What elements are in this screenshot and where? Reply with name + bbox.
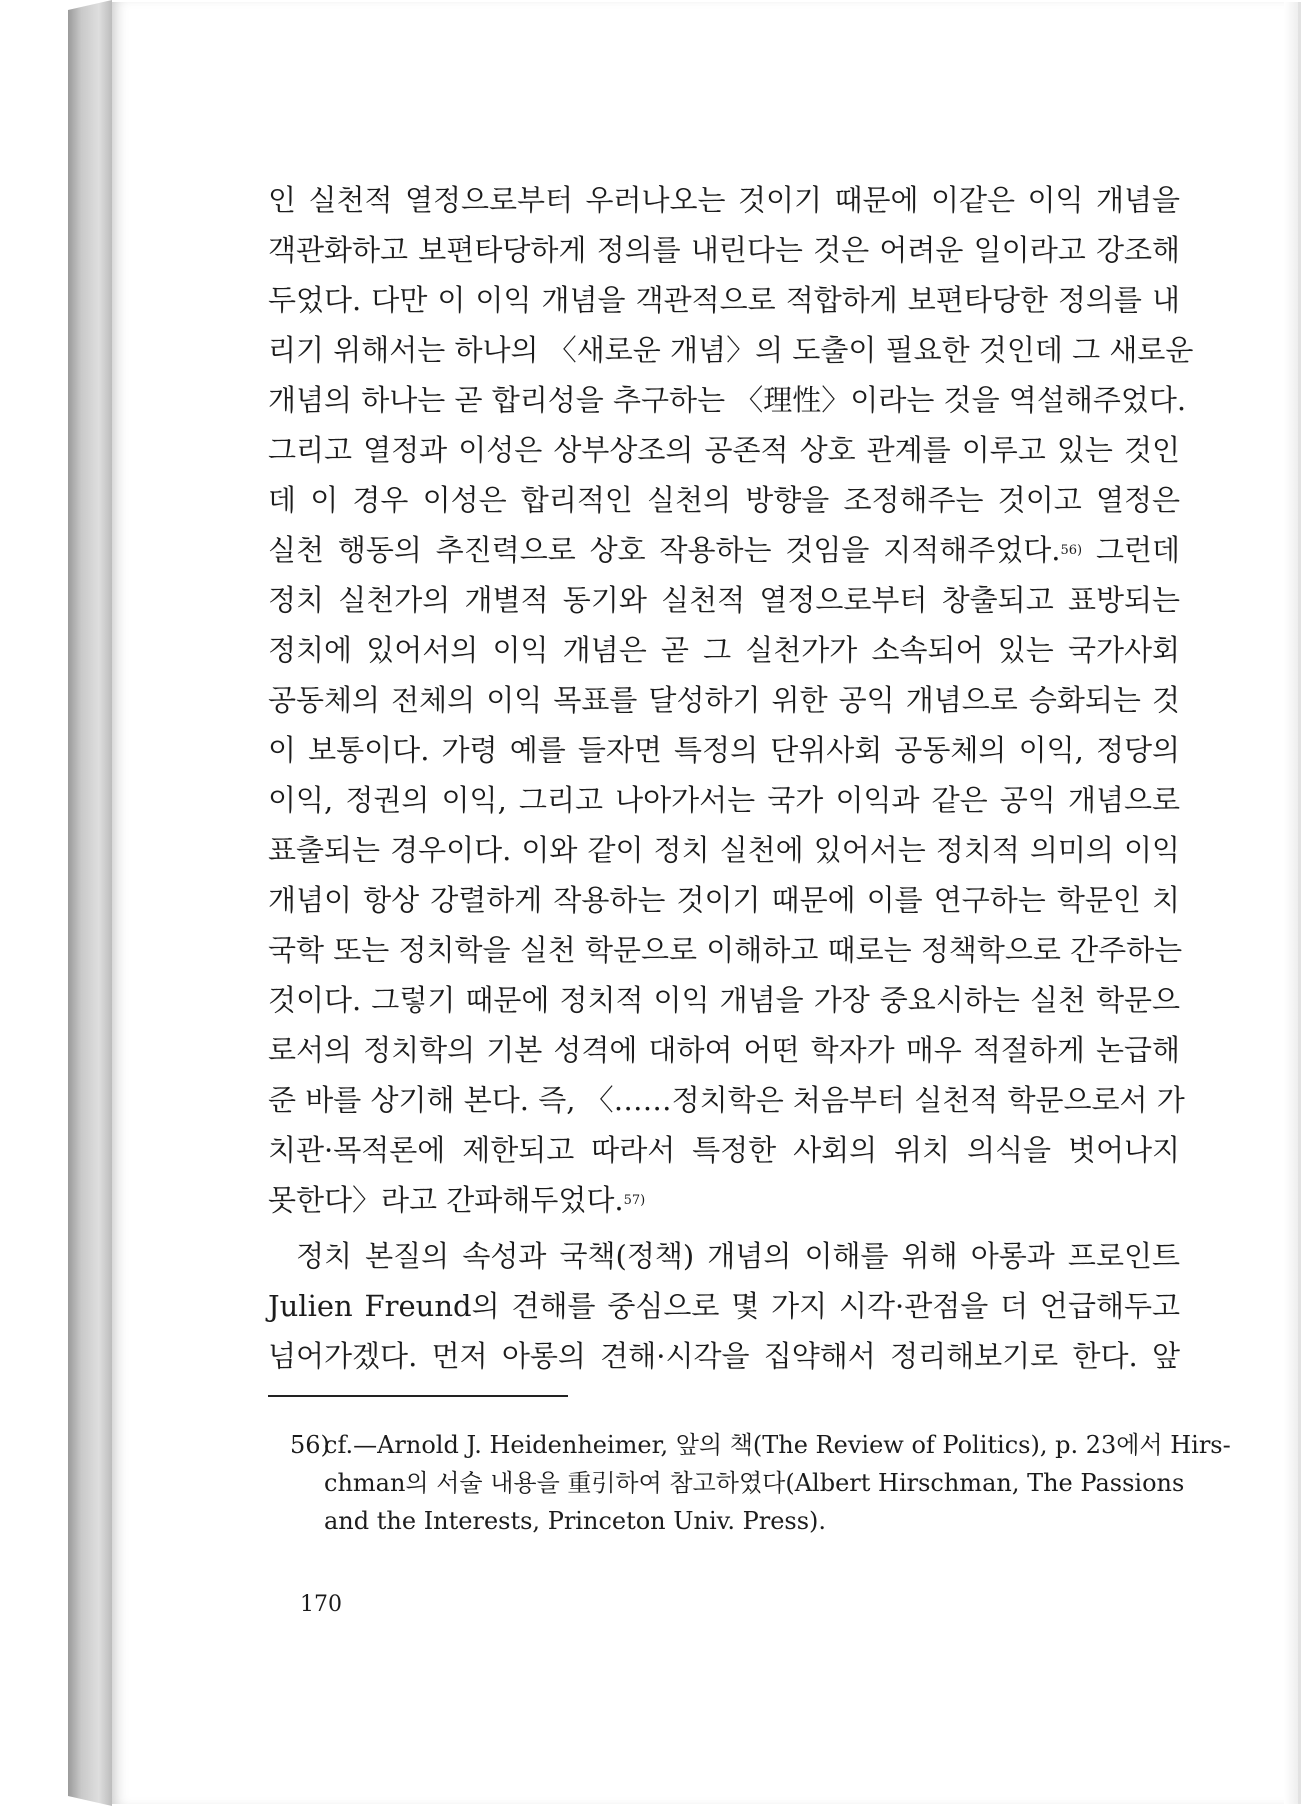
footnote-line: and the Interests, Princeton Univ. Press). bbox=[324, 1507, 827, 1535]
page-edge bbox=[1284, 2, 1298, 1804]
body-line: 인 실천적 열정으로부터 우러나오는 것이기 때문에 이같은 이익 개념을 bbox=[268, 183, 1180, 217]
body-line: 표출되는 경우이다. 이와 같이 정치 실천에 있어서는 정치적 의미의 이익 bbox=[268, 833, 1180, 867]
body-line: 정치에 있어서의 이익 개념은 곧 그 실천가가 소속되어 있는 국가사회 bbox=[268, 633, 1180, 667]
body-line: 두었다. 다만 이 이익 개념을 객관적으로 적합하게 보편타당한 정의를 내 bbox=[268, 283, 1180, 317]
body-line-text: 실천 행동의 추진력으로 상호 작용하는 것임을 지적해주었다. bbox=[268, 533, 1061, 567]
body-line: 공동체의 전체의 이익 목표를 달성하기 위한 공익 개념으로 승화되는 것 bbox=[268, 683, 1180, 717]
body-line-with-footnote-ref bbox=[268, 530, 1180, 577]
body-line-tail: 그런데 bbox=[1095, 533, 1180, 567]
body-line: 로서의 정치학의 기본 성격에 대하여 어떤 학자가 매우 적절하게 논급해 bbox=[268, 1033, 1180, 1067]
body-line: 객관화하고 보편타당하게 정의를 내린다는 것은 어려운 일이라고 강조해 bbox=[268, 233, 1180, 267]
footnote-ref-56: 56) bbox=[1060, 543, 1083, 558]
book-spine bbox=[68, 0, 112, 1806]
body-line: 준 바를 상기해 본다. 즉, 〈……정치학은 처음부터 실천적 학문으로서 가 bbox=[268, 1083, 1185, 1117]
footnote-separator bbox=[268, 1395, 568, 1397]
body-line: 것이다. 그렇기 때문에 정치적 이익 개념을 가장 중요시하는 실천 학문으 bbox=[268, 983, 1180, 1017]
body-line: 이익, 정권의 이익, 그리고 나아가서는 국가 이익과 같은 공익 개념으로 bbox=[268, 783, 1180, 817]
body-line: 국학 또는 정치학을 실천 학문으로 이해하고 때로는 정책학으로 간주하는 bbox=[268, 933, 1183, 967]
body-line: 정치 실천가의 개별적 동기와 실천적 열정으로부터 창출되고 표방되는 bbox=[268, 583, 1180, 617]
body-line: 정치 본질의 속성과 국책(정책) 개념의 이해를 위해 아롱과 프로인트 bbox=[296, 1239, 1180, 1273]
body-line: 그리고 열정과 이성은 상부상조의 공존적 상호 관계를 이루고 있는 것인 bbox=[268, 433, 1180, 467]
body-line: 넘어가겠다. 먼저 아롱의 견해·시각을 집약해서 정리해보기로 한다. 앞 bbox=[268, 1339, 1180, 1373]
footnote-line: cf.—Arnold J. Heidenheimer, 앞의 책(The Review of Politics), p. 23에서 Hirs- bbox=[324, 1431, 1231, 1459]
footnote-ref-57: 57) bbox=[623, 1193, 646, 1208]
body-line: 리기 위해서는 하나의 〈새로운 개념〉의 도출이 필요한 것인데 그 새로운 bbox=[268, 333, 1194, 367]
body-line: 개념의 하나는 곧 합리성을 추구하는 〈理性〉이라는 것을 역설해주었다. bbox=[268, 383, 1187, 417]
page-number: 170 bbox=[300, 1592, 342, 1617]
body-line: 개념이 항상 강렬하게 작용하는 것이기 때문에 이를 연구하는 학문인 치 bbox=[268, 883, 1180, 917]
body-line-text: 못한다〉라고 간파해두었다. bbox=[268, 1183, 624, 1217]
body-line: 이 보통이다. 가령 예를 들자면 특정의 단위사회 공동체의 이익, 정당의 bbox=[268, 733, 1180, 767]
footnote-line: chman의 서술 내용을 重引하여 참고하였다(Albert Hirschman, The Passions bbox=[324, 1469, 1185, 1497]
body-line: 치관·목적론에 제한되고 따라서 특정한 사회의 위치 의식을 벗어나지 bbox=[268, 1133, 1180, 1167]
body-line-with-footnote-ref bbox=[268, 1180, 1180, 1227]
body-line: Julien Freund의 견해를 중심으로 몇 가지 시각·관점을 더 언급해두고 bbox=[268, 1289, 1180, 1323]
footnote-number: 56) bbox=[290, 1431, 330, 1459]
body-line: 데 이 경우 이성은 합리적인 실천의 방향을 조정해주는 것이고 열정은 bbox=[268, 483, 1180, 517]
